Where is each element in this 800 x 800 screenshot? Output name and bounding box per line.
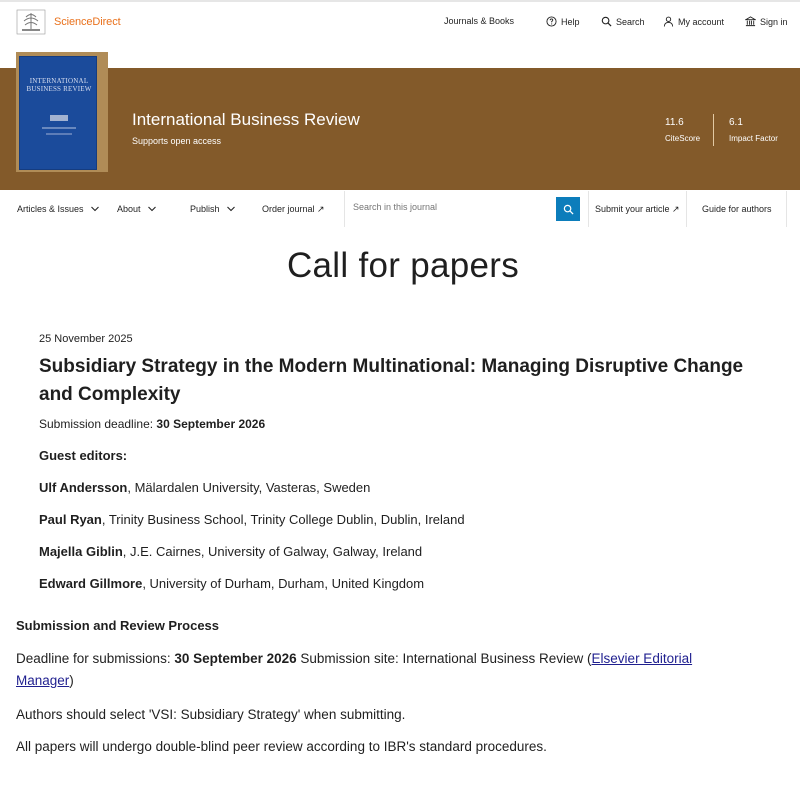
deadline-paragraph	[16, 648, 736, 692]
journal-title[interactable]: International Business Review	[132, 110, 360, 129]
nav-divider	[686, 191, 687, 227]
cover-artwork	[19, 56, 97, 170]
articles-issues-label: Articles & Issues	[17, 204, 84, 214]
cover-decoration	[42, 127, 76, 129]
open-access-label: Supports open access	[132, 136, 222, 146]
p1-date: 30 September 2026	[174, 651, 297, 666]
sciencedirect-brand[interactable]: ScienceDirect	[54, 16, 121, 28]
deadline-value: 30 September 2026	[156, 417, 266, 431]
chevron-down-icon	[226, 204, 236, 214]
person-icon	[663, 16, 674, 27]
search-icon	[601, 16, 612, 27]
my-account-link[interactable]	[663, 16, 724, 27]
about-menu[interactable]	[117, 204, 157, 214]
nav-divider	[588, 191, 589, 227]
editor-affiliation: , J.E. Cairnes, University of Galway, Galway, Ireland	[122, 544, 423, 559]
editor-affiliation: , University of Durham, Durham, United Kingdom	[142, 576, 425, 591]
submit-article-link[interactable]	[595, 204, 680, 215]
about-label: About	[117, 204, 141, 214]
search-link[interactable]	[601, 16, 645, 27]
editor-name: Majella Giblin	[39, 544, 123, 559]
publish-menu[interactable]	[190, 204, 236, 214]
citescore-value: 11.6	[665, 117, 684, 128]
editor-name: Paul Ryan	[39, 512, 102, 527]
publish-label: Publish	[190, 204, 220, 214]
guest-editors-heading: Guest editors:	[39, 448, 128, 463]
guide-authors-label: Guide for authors	[702, 204, 772, 214]
publication-date: 25 November 2025	[39, 333, 133, 345]
editor-entry	[39, 576, 424, 591]
cover-title: INTERNATIONAL BUSINESS REVIEW	[26, 77, 92, 93]
submit-article-label: Submit your article ↗	[595, 204, 680, 214]
search-label: Search	[616, 16, 645, 27]
chevron-down-icon	[147, 204, 157, 214]
chevron-down-icon	[90, 204, 100, 214]
journal-cover-image[interactable]	[16, 52, 108, 172]
help-icon	[546, 16, 557, 27]
articles-issues-menu[interactable]	[17, 204, 100, 214]
impact-factor-label: Impact Factor	[729, 134, 778, 143]
sign-in-link[interactable]	[745, 16, 788, 27]
editor-entry	[39, 544, 422, 559]
top-bar	[0, 0, 800, 40]
my-account-label: My account	[678, 16, 725, 27]
help-label: Help	[561, 16, 580, 27]
nav-divider	[786, 191, 787, 227]
journals-books-link[interactable]	[444, 16, 514, 26]
journal-search-button[interactable]	[556, 197, 580, 221]
cover-logo-mark	[50, 115, 68, 121]
journals-books-label: Journals & Books	[444, 16, 515, 26]
submission-deadline	[39, 417, 265, 431]
institution-icon	[745, 16, 756, 27]
vsi-instruction: Authors should select 'VSI: Subsidiary Strategy' when submitting.	[16, 707, 406, 722]
help-link[interactable]	[546, 16, 580, 27]
p1-mid: Submission site: International Business Review (	[296, 651, 592, 666]
journal-search-box	[344, 191, 556, 227]
p1-suffix: )	[69, 673, 74, 688]
guide-authors-link[interactable]	[702, 204, 772, 214]
impact-factor-value: 6.1	[729, 117, 743, 128]
elsevier-logo-icon[interactable]	[16, 9, 46, 35]
deadline-label: Submission deadline:	[39, 417, 157, 431]
peer-review-note: All papers will undergo double-blind peer review according to IBR's standard procedures.	[16, 739, 547, 754]
editor-entry	[39, 480, 370, 495]
journal-search-input[interactable]	[353, 202, 553, 212]
call-title: Subsidiary Strategy in the Modern Multinational: Managing Disruptive Change and Complexity	[39, 356, 744, 405]
search-icon	[563, 204, 574, 215]
editor-affiliation: , Mälardalen University, Vasteras, Sweden	[127, 480, 371, 495]
cover-decoration	[46, 133, 72, 135]
editor-entry	[39, 512, 465, 527]
p1-prefix: Deadline for submissions:	[16, 651, 175, 666]
editorial-manager-link[interactable]: Elsevier Editorial Manager	[16, 651, 693, 688]
editor-affiliation: , Trinity Business School, Trinity College Dublin, Dublin, Ireland	[101, 512, 465, 527]
impact-factor-metric[interactable]	[729, 117, 778, 143]
metric-divider	[713, 114, 714, 146]
citescore-metric[interactable]	[665, 117, 700, 143]
order-journal-label: Order journal ↗	[262, 204, 325, 214]
editor-name: Edward Gillmore	[39, 576, 143, 591]
citescore-label: CiteScore	[665, 134, 701, 143]
order-journal-link[interactable]	[262, 204, 325, 215]
sign-in-label: Sign in	[760, 16, 788, 27]
editor-name: Ulf Andersson	[39, 480, 128, 495]
page-title: Call for papers	[286, 246, 520, 285]
submission-process-heading: Submission and Review Process	[16, 618, 220, 633]
